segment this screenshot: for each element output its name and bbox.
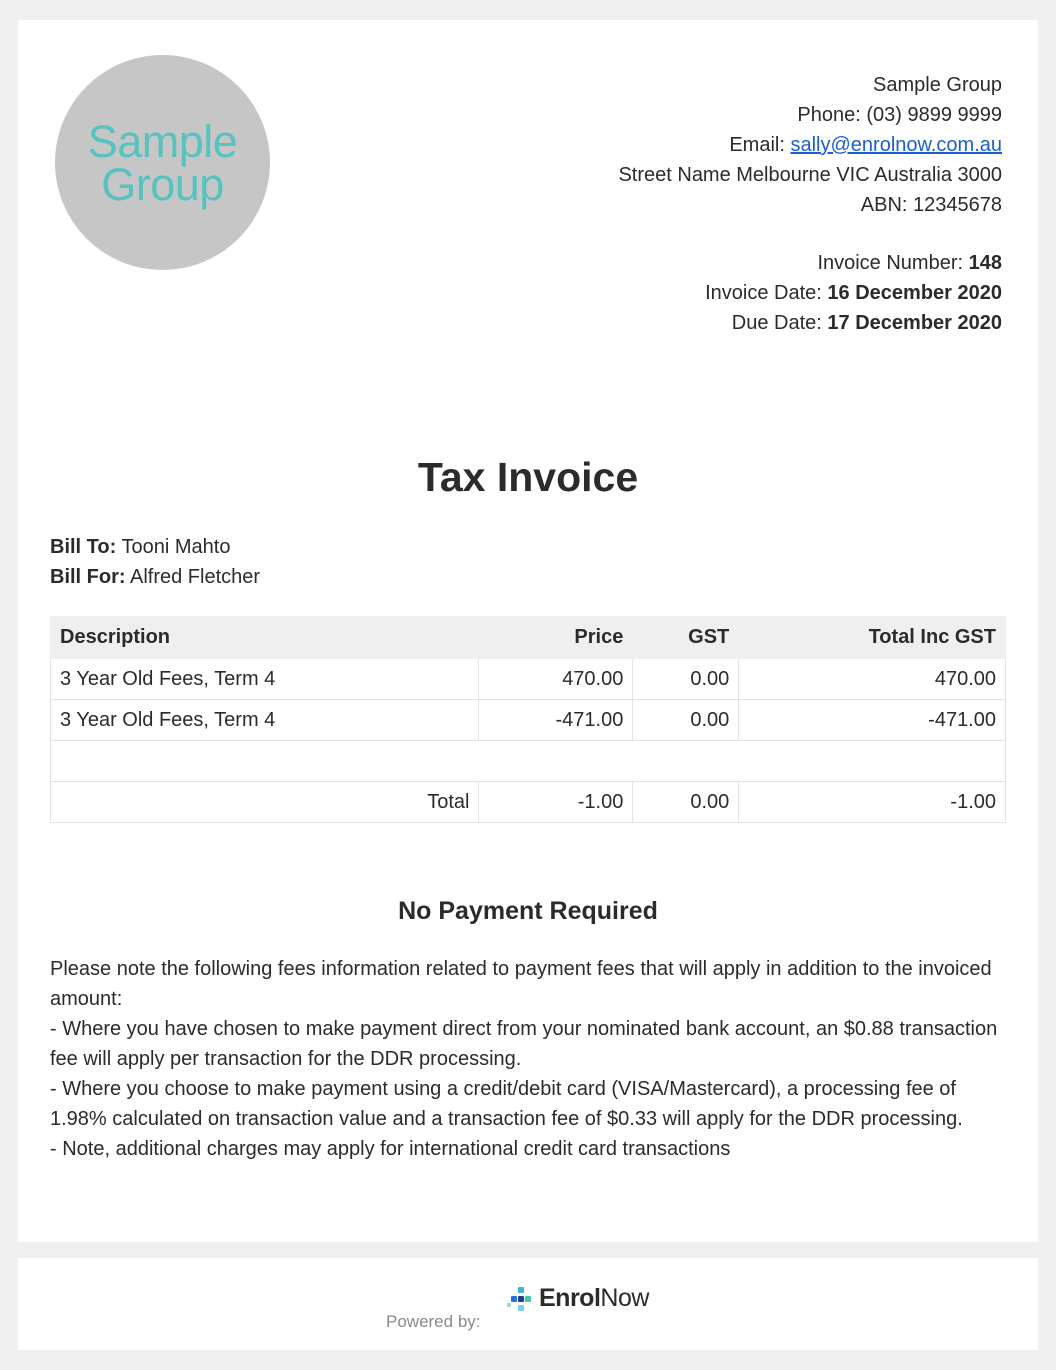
total-price: -1.00 <box>479 782 633 823</box>
row-price: 470.00 <box>479 659 633 700</box>
footer <box>18 1258 1038 1350</box>
bill-to-label: Bill To: <box>50 536 117 558</box>
organisation-details <box>618 70 1002 220</box>
phone-label: Phone: <box>797 104 861 126</box>
logo-line-2: Group <box>101 158 224 210</box>
invoice-date <box>705 278 1002 308</box>
invoice-number <box>705 248 1002 278</box>
phone-value: (03) 9899 9999 <box>866 104 1002 126</box>
invoice-card <box>18 20 1038 1242</box>
total-inc-gst: -1.00 <box>739 782 1006 823</box>
row-price: -471.00 <box>479 700 633 741</box>
notes-international: - Note, additional charges may apply for international credit card transactions <box>50 1138 731 1160</box>
email-label: Email: <box>729 134 785 156</box>
bill-for-value: Alfred Fletcher <box>130 566 261 588</box>
organisation-phone <box>618 100 1002 130</box>
enrolnow-logo-icon <box>507 1287 535 1311</box>
notes-intro: Please note the following fees information related to payment fees that will apply in addition to the invoiced amount: <box>50 958 992 1010</box>
organisation-email <box>618 130 1002 160</box>
organisation-name: Sample Group <box>873 74 1002 96</box>
due-date-label: Due Date: <box>731 312 822 334</box>
invoice-number-value: 148 <box>968 252 1002 274</box>
row-description: 3 Year Old Fees, Term 4 <box>51 659 479 700</box>
brand-part-2: Now <box>600 1284 649 1312</box>
header-description: Description <box>51 617 479 659</box>
header-price: Price <box>479 617 633 659</box>
invoice-date-label: Invoice Date: <box>705 282 822 304</box>
bill-to-value: Tooni Mahto <box>121 536 231 558</box>
table-row <box>51 659 1006 700</box>
table-spacer-row <box>51 741 1006 782</box>
row-total: 470.00 <box>739 659 1006 700</box>
payment-status-heading: No Payment Required <box>398 897 658 925</box>
invoice-date-value: 16 December 2020 <box>827 282 1002 304</box>
table-total-row <box>51 782 1006 823</box>
due-date <box>705 308 1002 338</box>
spacer-cell <box>51 741 1006 782</box>
fees-notes <box>50 954 1010 1164</box>
total-gst: 0.00 <box>633 782 739 823</box>
line-items-table <box>50 616 1006 823</box>
abn-value: 12345678 <box>913 194 1002 216</box>
bill-to <box>50 532 260 562</box>
invoice-meta <box>705 248 1002 338</box>
bill-for-label: Bill For: <box>50 566 126 588</box>
due-date-value: 17 December 2020 <box>827 312 1002 334</box>
table-row <box>51 700 1006 741</box>
row-gst: 0.00 <box>633 700 739 741</box>
bill-for <box>50 562 260 592</box>
notes-card-fee: - Where you choose to make payment using a credit/debit card (VISA/Mastercard), a processing fee of 1.98% calculated on transaction value and a transaction fee of $0.33 will apply for the DDR processing. <box>50 1078 963 1130</box>
row-gst: 0.00 <box>633 659 739 700</box>
abn-label: ABN: <box>860 194 908 216</box>
page-title: Tax Invoice <box>417 454 639 500</box>
organisation-address: Street Name Melbourne VIC Australia 3000 <box>618 164 1002 186</box>
email-link[interactable]: sally@enrolnow.com.au <box>790 134 1002 156</box>
total-label: Total <box>51 782 479 823</box>
billing-details <box>50 532 260 592</box>
organisation-logo <box>55 55 270 270</box>
logo-line-1: Sample <box>87 115 238 167</box>
table-header-row <box>51 617 1006 659</box>
header-total-inc-gst: Total Inc GST <box>739 617 1006 659</box>
brand-part-1: Enrol <box>539 1284 601 1312</box>
notes-bank-fee: - Where you have chosen to make payment direct from your nominated bank account, an $0.88 transaction fee will apply per transaction for the DDR processing. <box>50 1018 998 1070</box>
powered-by-label: Powered by: <box>386 1312 481 1331</box>
organisation-abn <box>618 190 1002 220</box>
header-gst: GST <box>633 617 739 659</box>
enrolnow-logo[interactable] <box>507 1284 649 1313</box>
row-description: 3 Year Old Fees, Term 4 <box>51 700 479 741</box>
row-total: -471.00 <box>739 700 1006 741</box>
invoice-number-label: Invoice Number: <box>817 252 964 274</box>
logo-text <box>87 115 238 210</box>
enrolnow-wordmark <box>539 1284 649 1313</box>
